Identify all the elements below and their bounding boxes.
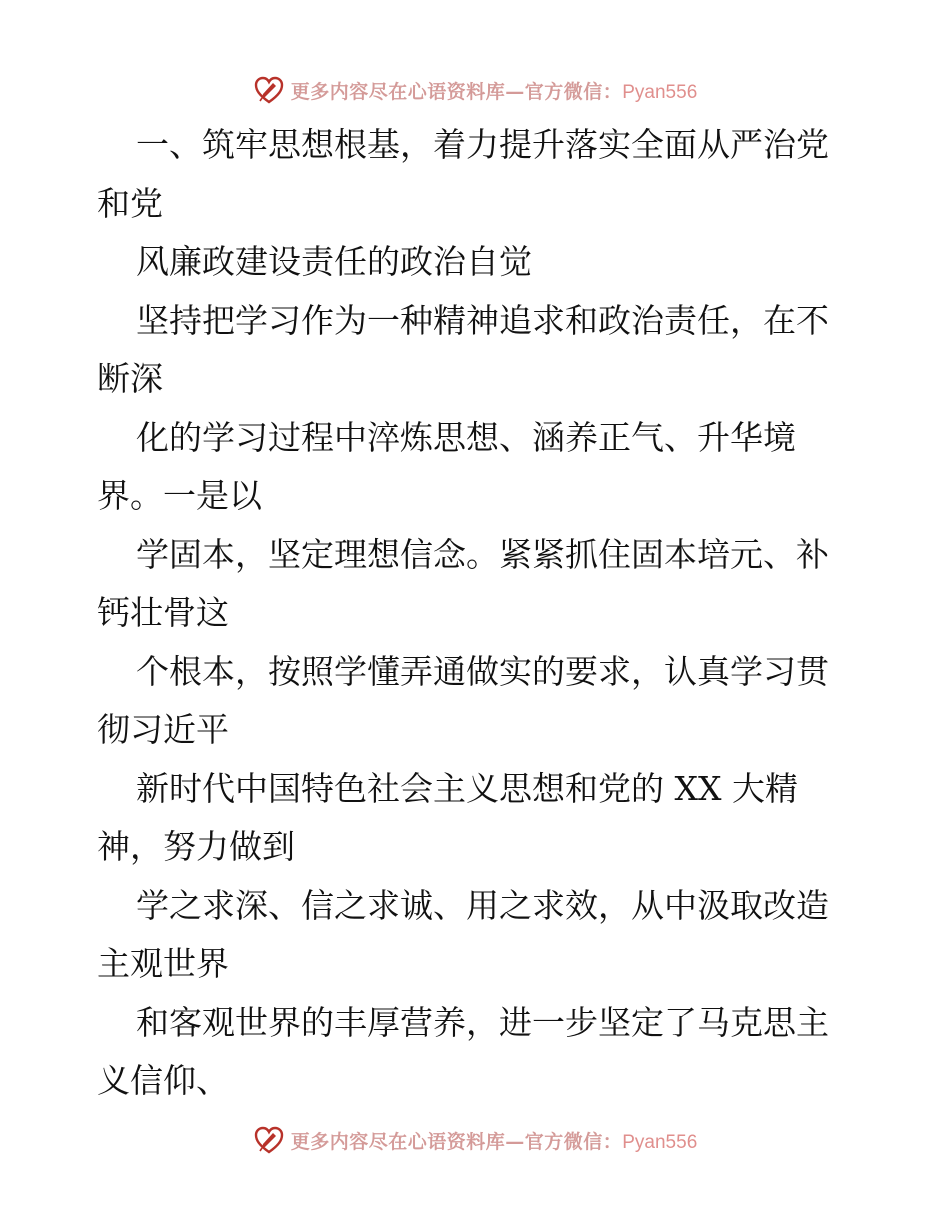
paragraph [0, 292, 950, 409]
text-line: 界。一是以 [97, 476, 262, 515]
footer-banner-text: 更多内容尽在心语资料库—官方微信：Pyan556 [290, 1130, 698, 1153]
text-line: 和客观世界的丰厚营养，进一步坚定了马克思主 [136, 1002, 829, 1042]
text-line: 彻习近平 [97, 710, 229, 749]
paragraph-heading [0, 116, 950, 233]
text-line: 坚持把学习作为一种精神追求和政治责任，在不 [136, 300, 829, 340]
text-line: 风廉政建设责任的政治自觉 [136, 242, 532, 281]
paragraph [0, 760, 950, 877]
paragraph [0, 994, 950, 1111]
text-line: 义信仰、 [97, 1061, 229, 1100]
paragraph [0, 409, 950, 526]
header-banner-wechat-id: Pyan556 [622, 81, 698, 103]
heart-pen-logo-icon [253, 74, 285, 106]
paragraph [0, 233, 950, 292]
document-body [0, 116, 950, 1111]
text-line: 学固本，坚定理想信念。紧紧抓住固本培元、补 [136, 534, 829, 574]
paragraph [0, 877, 950, 994]
text-line: 新时代中国特色社会主义思想和党的 XX 大精 [136, 768, 798, 808]
paragraph [0, 526, 950, 643]
paragraph [0, 643, 950, 760]
text-line: 神，努力做到 [97, 827, 295, 866]
header-banner-text: 更多内容尽在心语资料库—官方微信：Pyan556 [290, 80, 698, 103]
text-line: 主观世界 [97, 944, 229, 983]
footer-banner [0, 1120, 950, 1160]
text-line: 钙壮骨这 [97, 593, 229, 632]
text-line: 化的学习过程中淬炼思想、涵养正气、升华境 [136, 417, 796, 457]
header-banner [0, 70, 950, 110]
text-line: 断深 [97, 359, 163, 398]
text-line: 和党 [97, 183, 163, 223]
text-line: 个根本，按照学懂弄通做实的要求，认真学习贯 [136, 651, 829, 691]
text-line: 学之求深、信之求诚、用之求效，从中汲取改造 [136, 885, 829, 925]
heart-pen-logo-icon [253, 1124, 285, 1156]
text-line: 一、筑牢思想根基，着力提升落实全面从严治党 [136, 125, 829, 164]
footer-banner-wechat-id: Pyan556 [622, 1131, 698, 1153]
